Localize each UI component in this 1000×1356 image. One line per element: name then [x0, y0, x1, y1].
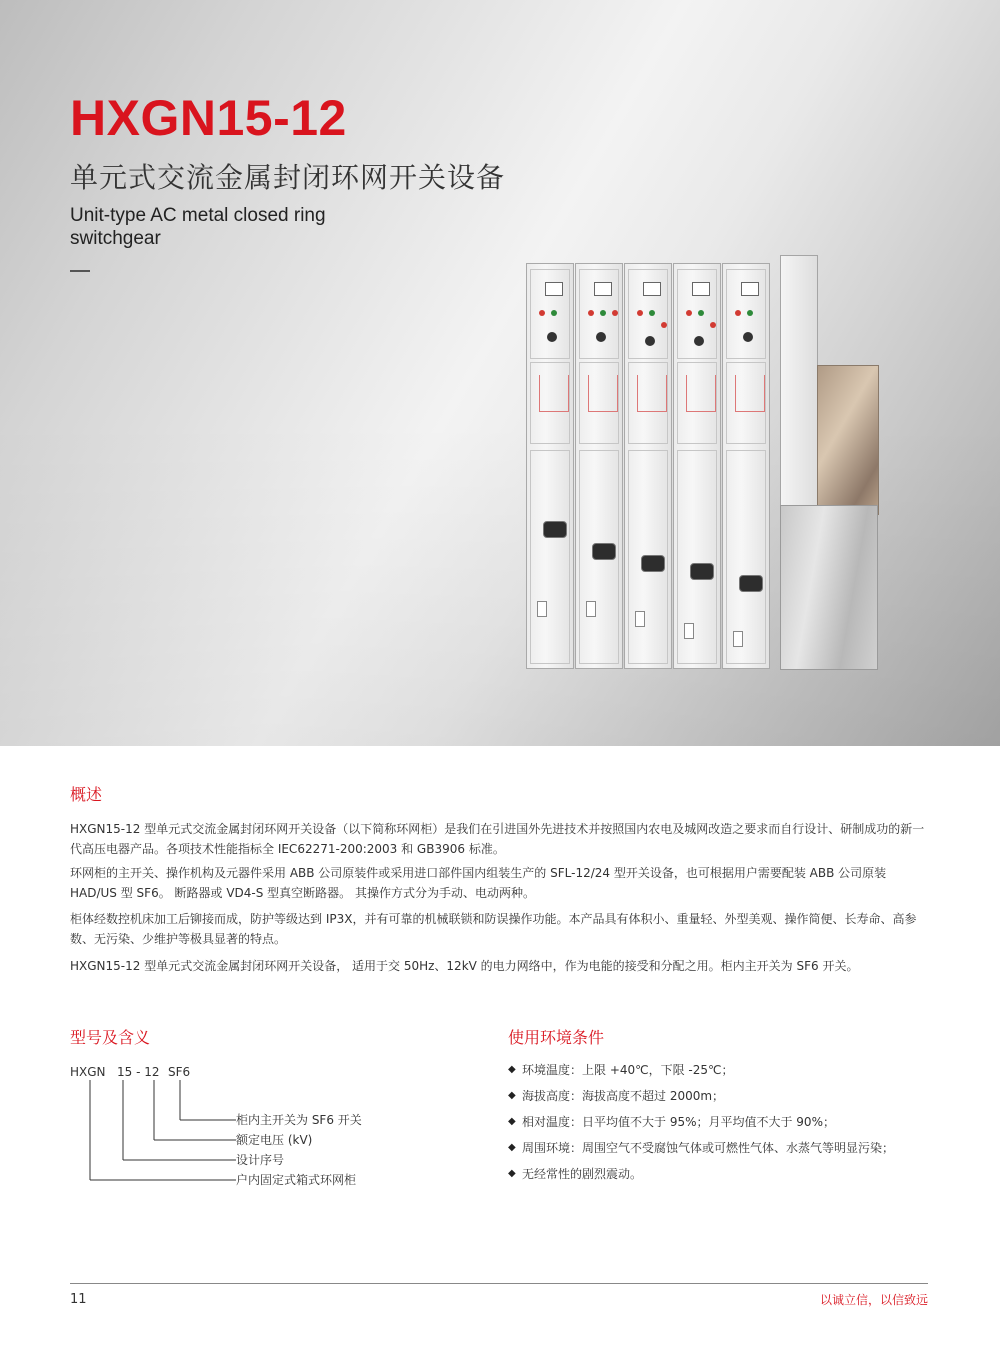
model-code-numbers: 15 - 12: [117, 1065, 160, 1079]
diamond-bullet-icon: ◆: [508, 1168, 516, 1179]
model-desc-voltage: 额定电压 (kV): [236, 1133, 313, 1147]
overview-paragraph: HXGN15-12 型单元式交流金属封闭环网开关设备， 适用于交 50Hz、12kV 的电力网络中，作为电能的接受和分配之用。柜内主开关为 SF6 开关。: [70, 959, 859, 973]
footer-divider: [70, 1283, 928, 1284]
model-desc-type: 户内固定式箱式环网柜: [236, 1173, 357, 1187]
model-code-switch: SF6: [168, 1065, 191, 1079]
subtitle-english: Unit-type AC metal closed ring switchgear: [70, 205, 326, 249]
cabinet-side-copper-panel: [817, 365, 879, 515]
page-number: 11: [70, 1292, 87, 1307]
model-heading: 型号及含义: [70, 1028, 151, 1047]
cabinet-unit: [722, 263, 770, 669]
diamond-bullet-icon: ◆: [508, 1116, 516, 1127]
environment-list: [508, 1062, 894, 1192]
cabinet-side-steel-base: [780, 505, 878, 670]
model-tree-lines: [70, 1080, 240, 1190]
overview-paragraph: 柜体经数控机床加工后铆接而成，防护等级达到 IP3X，并有可靠的机械联锁和防误操作功能。本产品具有体积小、重量轻、外型美观、操作简便、长寿命、高参数、无污染、少维护等极具显著的特点。: [70, 912, 917, 946]
cabinet-unit: [526, 263, 574, 669]
environment-item: ◆ 无经常性的剧烈震动。: [508, 1167, 643, 1181]
environment-item: ◆ 环境温度：上限 +40℃，下限 -25℃；: [508, 1063, 734, 1077]
model-code-series: HXGN: [70, 1065, 106, 1079]
model-desc-switch: 柜内主开关为 SF6 开关: [236, 1113, 362, 1127]
environment-item: ◆ 周围环境：周围空气不受腐蚀气体或可燃性气体、水蒸气等明显污染；: [508, 1141, 895, 1155]
diamond-bullet-icon: ◆: [508, 1064, 516, 1075]
diamond-bullet-icon: ◆: [508, 1142, 516, 1153]
subtitle-chinese: 单元式交流金属封闭环网开关设备: [70, 161, 506, 194]
environment-heading: 使用环境条件: [508, 1028, 605, 1047]
title-divider: [70, 270, 90, 272]
diamond-bullet-icon: ◆: [508, 1090, 516, 1101]
overview-paragraph: 环网柜的主开关、操作机构及元器件采用 ABB 公司原装件或采用进口部件国内组装生产的 SFL-12/24 型开关设备，也可根据用户需要配装 ABB 公司原装 HAD/US 型 SF6。 断路器或 VD4-S 型真空断路器。 其操作方式分为手动、电动两种。: [70, 866, 887, 900]
environment-item: ◆ 海拔高度：海拔高度不超过 2000m；: [508, 1089, 725, 1103]
cabinet-unit: [673, 263, 721, 669]
environment-item: ◆ 相对温度：日平均值不大于 95%；月平均值不大于 90%；: [508, 1115, 835, 1129]
switchgear-product-image: [522, 255, 882, 695]
cabinet-unit: [575, 263, 623, 669]
footer-slogan: 以诚立信，以信致远: [819, 1293, 928, 1307]
page-title: HXGN15-12: [70, 90, 347, 146]
overview-heading: 概述: [70, 785, 103, 804]
model-desc-serial: 设计序号: [236, 1153, 285, 1167]
overview-paragraph: HXGN15-12 型单元式交流金属封闭环网开关设备（以下简称环网柜）是我们在引进国外先进技术并按照国内农电及城网改造之要求而自行设计、研制成功的新一代高压电器产品。各项技术性能指标全 IEC62271-200:2003 和 GB3906 标准。: [70, 822, 925, 856]
cabinet-unit: [624, 263, 672, 669]
